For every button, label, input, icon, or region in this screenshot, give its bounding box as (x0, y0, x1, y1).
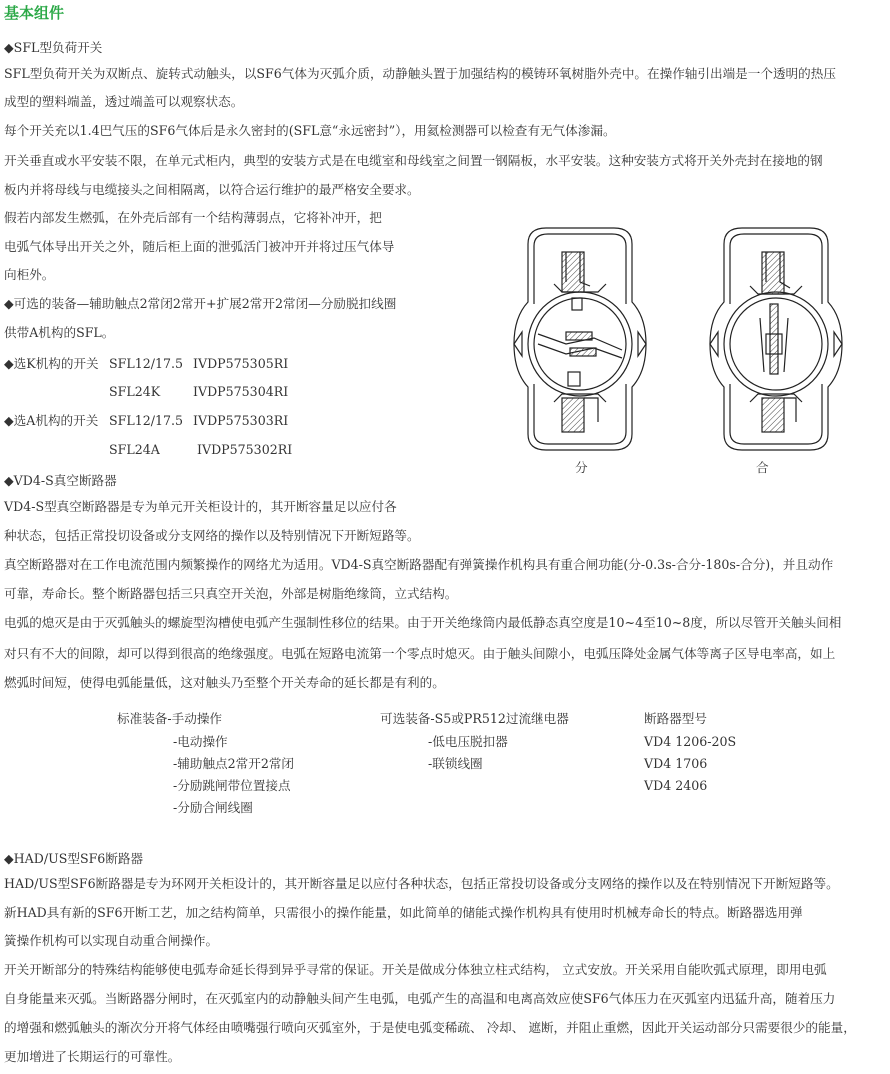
sfl-paragraph-line: SFL型负荷开关为双断点、旋转式动触头，以SF6气体为灭弧介质，动静触头置于加强结构的模铸环氧树脂外壳中。在操作轴引出端是一个透明的热压 (4, 66, 836, 81)
had-paragraph-line: 开关开断部分的特殊结构能够使电弧寿命延长得到异乎寻常的保证。开关是做成分体独立柱式结构， 立式安放。开关采用自能吹弧式原理，即用电弧 (4, 962, 827, 977)
vd4-paragraph-line: 燃弧时间短，使得电弧能量低，这对触头乃至整个开关寿命的延长都是有利的。 (4, 675, 445, 690)
page-title: 基本组件 (4, 4, 65, 22)
vd4-heading: ◆VD4-S真空断路器 (4, 473, 117, 488)
sfl-paragraph-line: 开关垂直或水平安装不限，在单元式柜内，典型的安装方式是在电缆室和母线室之间置一钢隔板，水平安装。这种安装方式将开关外壳封在接地的钢 (4, 153, 823, 168)
breaker-type-item: VD4 1706 (644, 756, 708, 771)
optional-equipment-item: -联锁线圈 (428, 756, 483, 771)
model-name: SFL24K (109, 384, 161, 399)
switch-diagram-svg (506, 222, 852, 480)
vd4-paragraph-line: VD4-S型真空断路器是专为单元开关柜设计的，其开断容量足以应付各 (4, 499, 397, 514)
standard-equipment-item: 标准装备-手动操作 (117, 711, 223, 726)
had-paragraph-line: 的增强和燃弧触头的渐次分开将气体经由喷嘴强行喷向灭弧室外，于是使电弧变稀疏、 冷却、 遮断，并阻止重燃，因此开关运动部分只需要很少的能量， (4, 1020, 856, 1035)
optional-equipment-item: 可选装备-S5或PR512过流继电器 (380, 711, 569, 726)
sfl-paragraph-line: 假若内部发生燃弧，在外壳后部有一个结构薄弱点，它将补冲开，把 (4, 210, 382, 225)
sfl-paragraph-line: 向柜外。 (4, 267, 55, 282)
sfl-paragraph-line: 板内并将母线与电缆接头之间相隔离，以符合运行维护的最严格安全要求。 (4, 182, 420, 197)
standard-equipment-item: -分励合闸线圈 (173, 800, 253, 815)
open-label: 分 (575, 460, 588, 475)
model-code: IVDP575303RI (193, 413, 289, 428)
model-prefix: ◆选K机构的开关 (4, 356, 99, 371)
model-code: IVDP575304RI (193, 384, 289, 399)
had-paragraph-line: 簧操作机构可以实现自动重合闸操作。 (4, 933, 219, 948)
had-paragraph-line: 自身能量来灭弧。当断路器分闸时，在灭弧室内的动静触头间产生电弧，电弧产生的高温和电离高效应使SF6气体压力在灭弧室内迅猛升高，随着压力 (4, 991, 836, 1006)
vd4-paragraph-line: 对只有不大的间隙，却可以得到很高的绝缘强度。电弧在短路电流第一个零点时熄灭。由于触头间隙小，电弧压降处金属气体等离子区导电率高，如上 (4, 646, 836, 661)
closed-label: 合 (756, 460, 769, 475)
sfl-paragraph-line: 每个开关充以1.4巴气压的SF6气体后是永久密封的(SFL意“永远密封”），用氦检测器可以检查有无气体渗漏。 (4, 123, 616, 138)
sfl-heading: ◆SFL型负荷开关 (4, 40, 103, 55)
sfl-paragraph-line: 电弧气体导出开关之外，随后柜上面的泄弧活门被冲开并将过压气体导 (4, 239, 395, 254)
standard-equipment-item: -电动操作 (173, 734, 228, 749)
had-paragraph-line: HAD/US型SF6断路器是专为环网开关柜设计的，其开断容量足以应付各种状态，包括正常投切设备或分支网络的操作以及在特别情况下开断短路等。 (4, 876, 839, 891)
optional-equipment-item: -低电压脱扣器 (428, 734, 508, 749)
model-code: IVDP575305RI (193, 356, 289, 371)
had-paragraph-line: 新HAD具有新的SF6开断工艺，加之结构简单，只需很小的操作能量，如此简单的储能式操作机构具有使用时机械寿命长的特点。断路器选用弹 (4, 905, 803, 920)
vd4-paragraph-line: 可靠，寿命长。整个断路器包括三只真空开关泡，外部是树脂绝缘筒，立式结构。 (4, 586, 458, 601)
breaker-type-item: 断路器型号 (644, 711, 707, 726)
vd4-paragraph-line: 电弧的熄灭是由于灭弧触头的螺旋型沟槽使电弧产生强制性移位的结果。由于开关绝缘筒内最低静态真空度是10~4至10~8度，所以尽管开关触头间相 (4, 615, 842, 630)
model-name: SFL12/17.5 (109, 413, 184, 428)
vd4-paragraph-line: 真空断路器对在工作电流范围内频繁操作的网络尤为适用。VD4-S真空断路器配有弹簧操作机构具有重合闸功能(分-0.3s-合分-180s-合分)，并且动作 (4, 557, 834, 572)
had-heading: ◆HAD/US型SF6断路器 (4, 851, 144, 866)
model-name: SFL24A (109, 442, 160, 457)
model-code: IVDP575302RI (197, 442, 293, 457)
had-paragraph-line: 更加增进了长期运行的可靠性。 (4, 1049, 181, 1064)
model-prefix: ◆选A机构的开关 (4, 413, 99, 428)
model-name: SFL12/17.5 (109, 356, 184, 371)
sfl-option-line: 供带A机构的SFL。 (4, 325, 115, 340)
sfl-option-line: ◆可选的装备—辅助触点2常闭2常开+扩展2常开2常闭—分励脱扣线圈 (4, 296, 397, 311)
breaker-type-item: VD4 2406 (644, 778, 708, 793)
switch-closed-drawing (710, 228, 842, 450)
breaker-type-item: VD4 1206-20S (644, 734, 737, 749)
switch-open-drawing (514, 228, 646, 450)
switch-diagram (506, 222, 852, 480)
vd4-paragraph-line: 种状态，包括正常投切设备或分支网络的操作以及特别情况下开断短路等。 (4, 528, 420, 543)
standard-equipment-item: -分励跳闸带位置接点 (173, 778, 291, 793)
sfl-paragraph-line: 成型的塑料端盖，透过端盖可以观察状态。 (4, 94, 244, 109)
standard-equipment-item: -辅助触点2常开2常闭 (173, 756, 295, 771)
